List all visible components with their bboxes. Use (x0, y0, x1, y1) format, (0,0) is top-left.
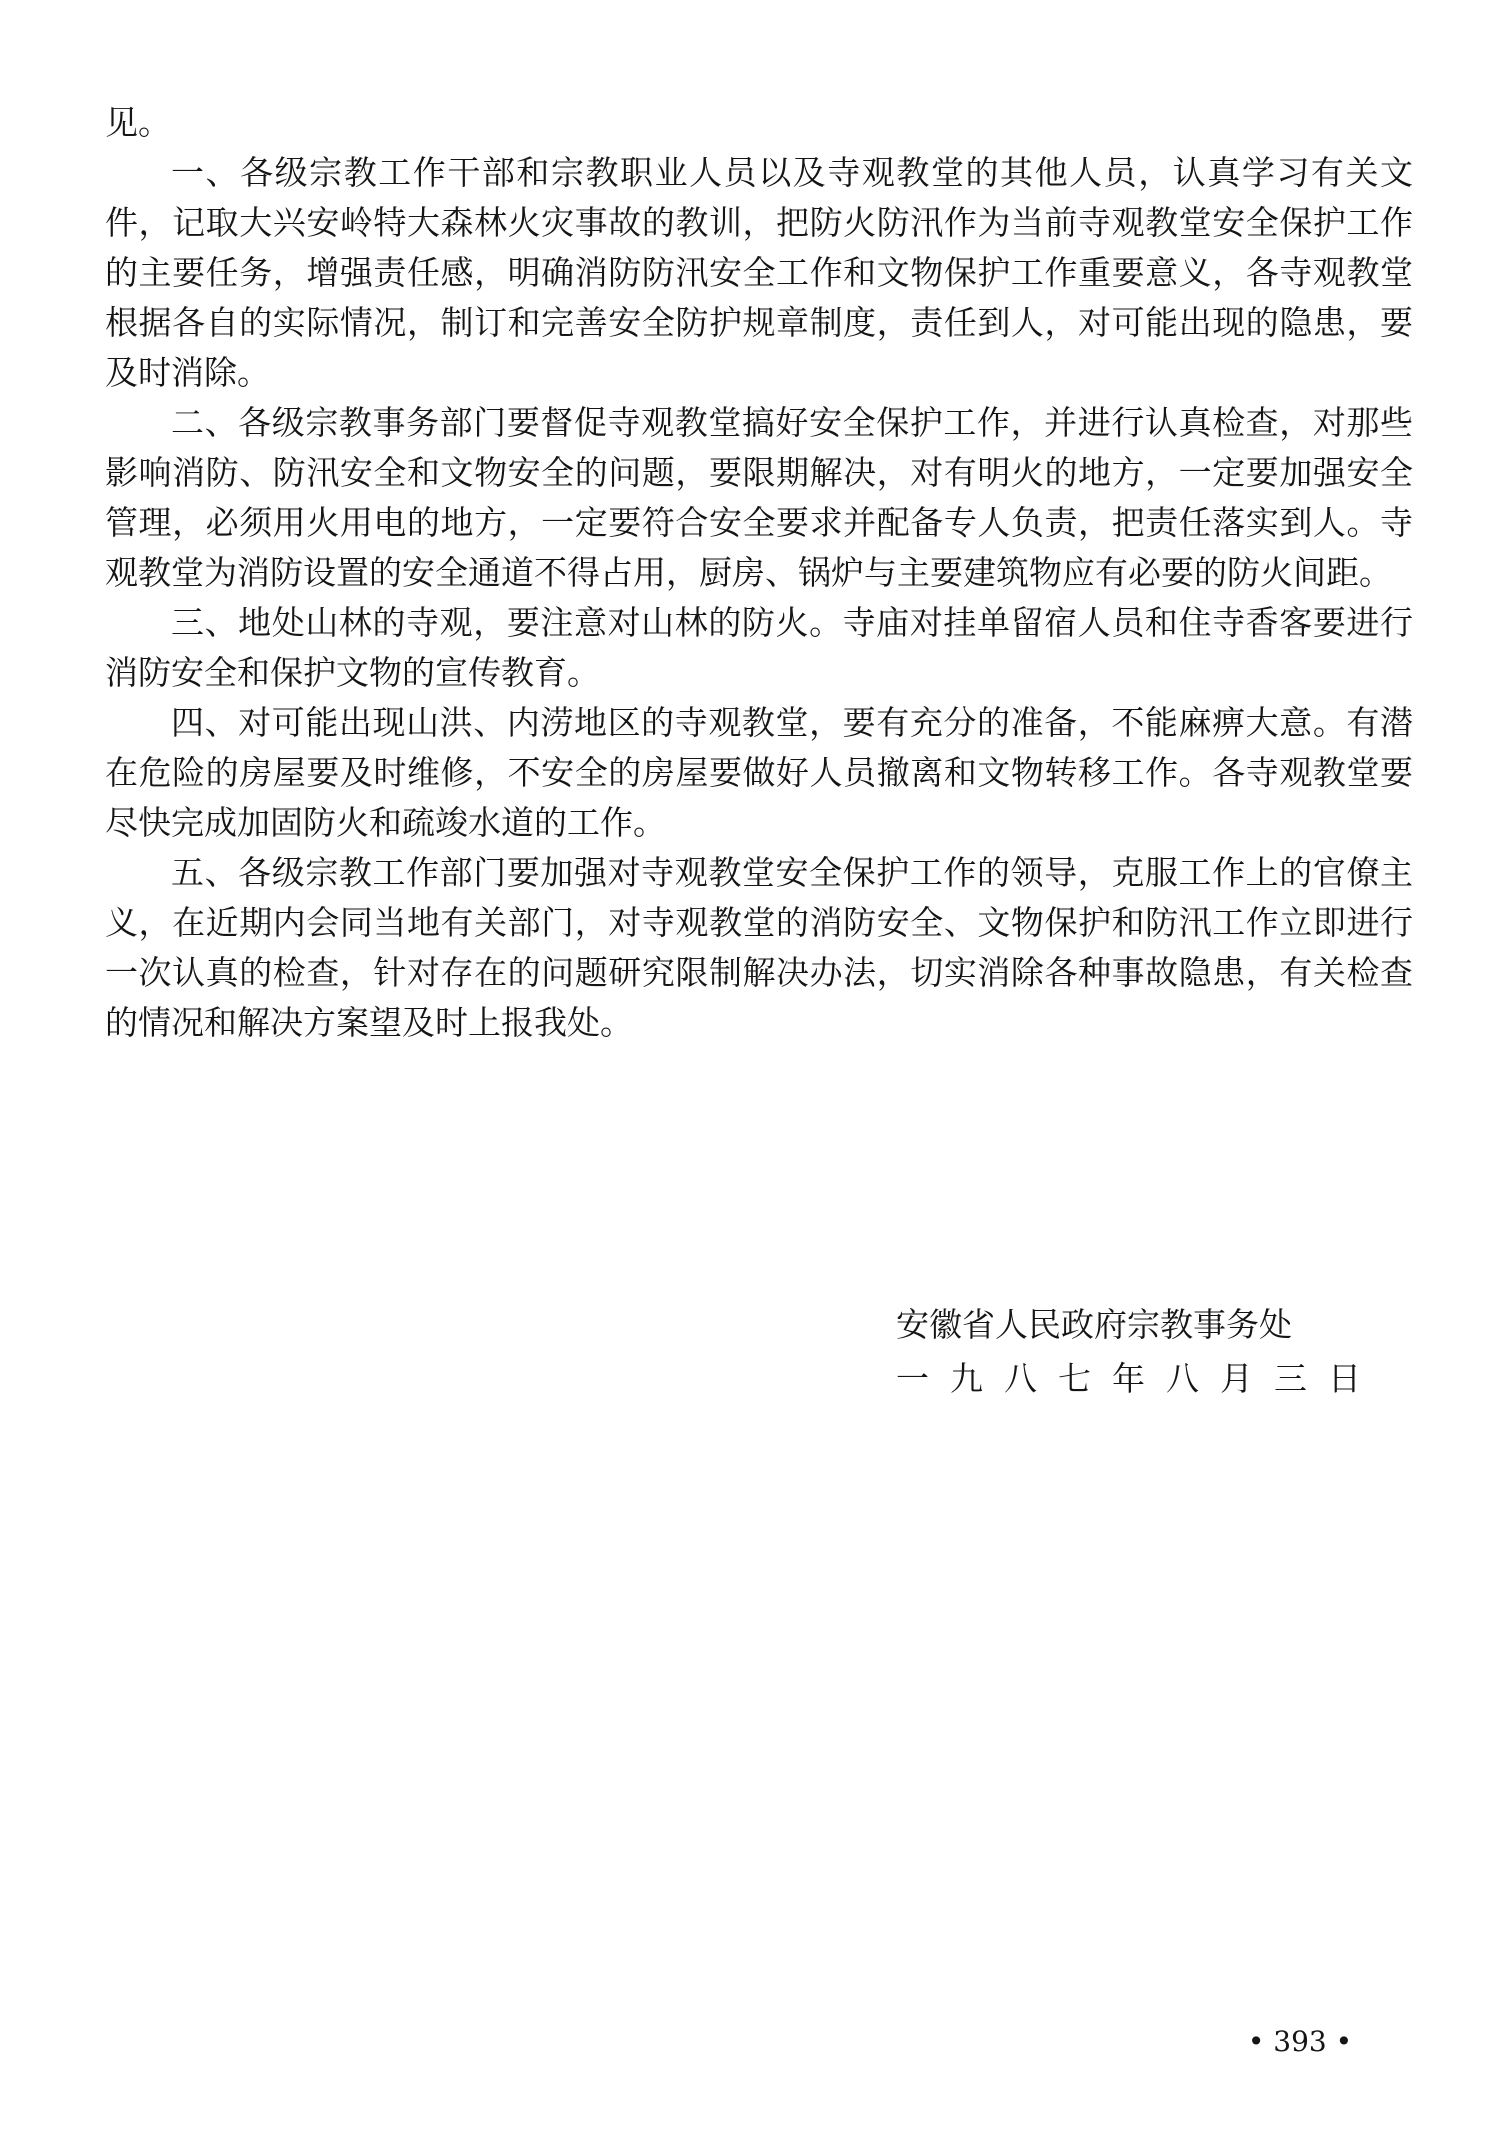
paragraph-item-4: 四、对可能出现山洪、内涝地区的寺观教堂，要有充分的准备，不能麻痹大意。有潜在危险的房屋要及时维修，不安全的房屋要做好人员撤离和文物转移工作。各寺观教堂要尽快完成加固防火和疏竣水道的工作。 (105, 703, 1413, 842)
signature-block (896, 1298, 1382, 1406)
issuing-office: 安徽省人民政府宗教事务处 (896, 1305, 1292, 1344)
paragraph-item-1: 一、各级宗教工作干部和宗教职业人员以及寺观教堂的其他人员，认真学习有关文件，记取大兴安岭特大森林火灾事故的教训，把防火防汛作为当前寺观教堂安全保护工作的主要任务，增强责任感，明确消防防汛安全工作和文物保护工作重要意义，各寺观教堂根据各自的实际情况，制订和完善安全防护规章制度，责任到人，对可能出现的隐患，要及时消除。 (105, 153, 1413, 392)
paragraph-item-3: 三、地处山林的寺观，要注意对山林的防火。寺庙对挂单留宿人员和住寺香客要进行消防安全和保护文物的宣传教育。 (105, 603, 1413, 692)
paragraph-item-2: 二、各级宗教事务部门要督促寺观教堂搞好安全保护工作，并进行认真检查，对那些影响消防、防汛安全和文物安全的问题，要限期解决，对有明火的地方，一定要加强安全管理，必须用火用电的地方，一定要符合安全要求并配备专人负责，把责任落实到人。寺观教堂为消防设置的安全通道不得占用，厨房、锅炉与主要建筑物应有必要的防火间距。 (105, 403, 1413, 592)
issue-date: 一九八七年八月三日 (896, 1359, 1382, 1398)
paragraph-continuation: 见。 (105, 103, 171, 142)
document-body (105, 98, 1413, 1048)
page-number: • 393 • (1247, 2025, 1353, 2058)
paragraph-item-5: 五、各级宗教工作部门要加强对寺观教堂安全保护工作的领导，克服工作上的官僚主义，在近期内会同当地有关部门，对寺观教堂的消防安全、文物保护和防汛工作立即进行一次认真的检查，针对存在的问题研究限制解决办法，切实消除各种事故隐患，有关检查的情况和解决方案望及时上报我处。 (105, 853, 1413, 1042)
